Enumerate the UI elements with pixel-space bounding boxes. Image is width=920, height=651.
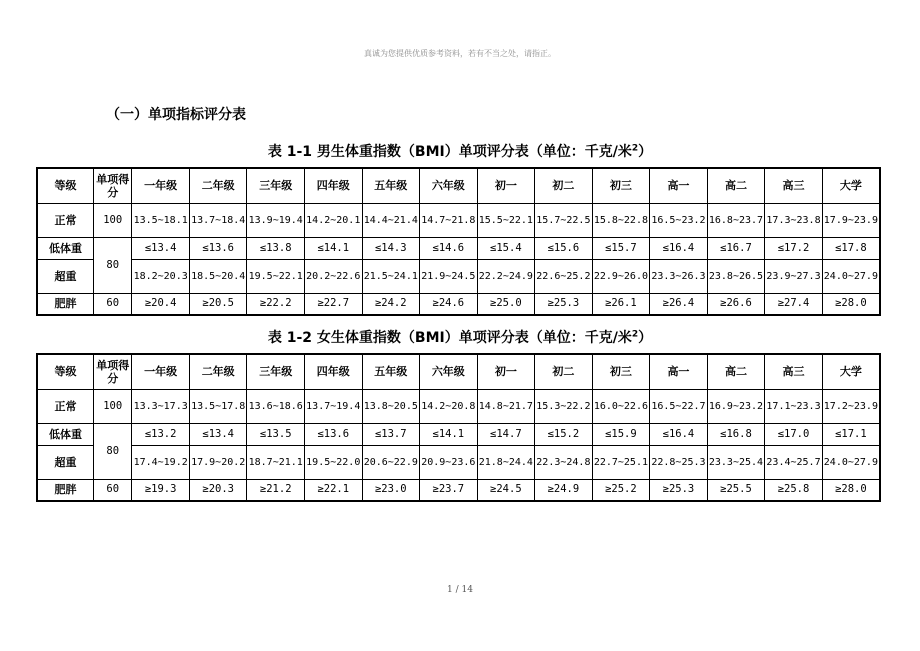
value-cell: 17.9~23.9: [822, 203, 880, 237]
value-cell: 15.3~22.2: [535, 389, 593, 423]
value-cell: ≤15.7: [592, 237, 650, 259]
table-title-text: 表 1-1 男生体重指数（BMI）单项评分表（单位：千克/米: [267, 144, 632, 160]
value-cell: 21.5~24.1: [362, 259, 420, 293]
value-cell: 13.7~19.4: [304, 389, 362, 423]
table-row-normal: [37, 389, 880, 423]
value-cell: ≥24.2: [362, 293, 420, 315]
value-cell: 14.8~21.7: [477, 389, 535, 423]
value-cell: ≥28.0: [822, 479, 880, 501]
value-cell: ≥22.1: [304, 479, 362, 501]
table-header-row: [37, 168, 880, 203]
page-number: 1 / 14: [447, 585, 473, 595]
value-cell: 18.5~20.4: [189, 259, 247, 293]
table-title-close: ）: [638, 144, 653, 160]
score-obese: 60: [94, 293, 132, 315]
value-cell: ≤15.6: [535, 237, 593, 259]
value-cell: ≤16.7: [707, 237, 765, 259]
table-title-text: 表 1-2 女生体重指数（BMI）单项评分表（单位：千克/米: [267, 330, 632, 346]
value-cell: ≤14.6: [420, 237, 478, 259]
header-level: 四年级: [304, 354, 362, 389]
header-level: 初二: [535, 168, 593, 203]
value-cell: 23.9~27.3: [765, 259, 823, 293]
value-cell: ≥26.6: [707, 293, 765, 315]
header-level: 一年级: [132, 354, 190, 389]
header-level: 高一: [650, 354, 708, 389]
value-cell: 23.3~25.4: [707, 445, 765, 479]
header-level: 三年级: [247, 168, 305, 203]
value-cell: ≤14.7: [477, 423, 535, 445]
score-normal: 100: [94, 203, 132, 237]
value-cell: 18.7~21.1: [247, 445, 305, 479]
header-level: 五年级: [362, 168, 420, 203]
value-cell: ≤15.2: [535, 423, 593, 445]
table-row-obese: [37, 479, 880, 501]
value-cell: ≤13.8: [247, 237, 305, 259]
header-level: 六年级: [420, 354, 478, 389]
value-cell: ≤13.6: [304, 423, 362, 445]
value-cell: ≥25.3: [535, 293, 593, 315]
table-row-low: [37, 237, 880, 259]
value-cell: ≥25.0: [477, 293, 535, 315]
value-cell: ≥22.7: [304, 293, 362, 315]
table-row-low: [37, 423, 880, 445]
header-level: 六年级: [420, 168, 478, 203]
value-cell: 22.8~25.3: [650, 445, 708, 479]
value-cell: ≥20.4: [132, 293, 190, 315]
table-row-obese: [37, 293, 880, 315]
row-label-obese: 肥胖: [37, 293, 94, 315]
header-level: 二年级: [189, 354, 247, 389]
table-title-male: [0, 141, 920, 161]
value-cell: ≤13.6: [189, 237, 247, 259]
header-level: 二年级: [189, 168, 247, 203]
value-cell: 21.8~24.4: [477, 445, 535, 479]
header-level: 高二: [707, 354, 765, 389]
value-cell: ≥25.8: [765, 479, 823, 501]
value-cell: ≥20.5: [189, 293, 247, 315]
value-cell: ≥25.2: [592, 479, 650, 501]
header-level: 五年级: [362, 354, 420, 389]
value-cell: ≤15.4: [477, 237, 535, 259]
value-cell: ≤17.8: [822, 237, 880, 259]
value-cell: 14.2~20.8: [420, 389, 478, 423]
header-level: 初一: [477, 168, 535, 203]
header-level: 初三: [592, 354, 650, 389]
value-cell: ≥26.4: [650, 293, 708, 315]
value-cell: 22.9~26.0: [592, 259, 650, 293]
value-cell: ≥26.1: [592, 293, 650, 315]
value-cell: ≥23.7: [420, 479, 478, 501]
table-title-close: ）: [638, 330, 653, 346]
value-cell: 20.6~22.9: [362, 445, 420, 479]
table-header-row: [37, 354, 880, 389]
header-note: 真诚为您提供优质参考资料，若有不当之处，请指正。: [364, 49, 556, 58]
value-cell: 13.3~17.3: [132, 389, 190, 423]
table-row-over: [37, 259, 880, 293]
header-level: 高一: [650, 168, 708, 203]
value-cell: ≥28.0: [822, 293, 880, 315]
value-cell: 15.7~22.5: [535, 203, 593, 237]
value-cell: 19.5~22.1: [247, 259, 305, 293]
value-cell: 14.7~21.8: [420, 203, 478, 237]
header-grade: 等级: [37, 354, 94, 389]
value-cell: 17.2~23.9: [822, 389, 880, 423]
value-cell: ≥22.2: [247, 293, 305, 315]
value-cell: 13.7~18.4: [189, 203, 247, 237]
value-cell: ≥27.4: [765, 293, 823, 315]
value-cell: ≤13.4: [189, 423, 247, 445]
header-level: 初一: [477, 354, 535, 389]
value-cell: 23.4~25.7: [765, 445, 823, 479]
value-cell: 15.5~22.1: [477, 203, 535, 237]
row-label-low: 低体重: [37, 423, 94, 445]
header-level: 大学: [822, 354, 880, 389]
value-cell: ≤16.4: [650, 423, 708, 445]
header-level: 四年级: [304, 168, 362, 203]
value-cell: 24.0~27.9: [822, 259, 880, 293]
value-cell: 22.3~24.8: [535, 445, 593, 479]
row-label-normal: 正常: [37, 203, 94, 237]
header-level: 三年级: [247, 354, 305, 389]
section-title: （一）单项指标评分表: [106, 107, 246, 123]
table-title-superscript: 2: [631, 143, 639, 154]
value-cell: ≤13.5: [247, 423, 305, 445]
value-cell: ≤17.0: [765, 423, 823, 445]
value-cell: ≥20.3: [189, 479, 247, 501]
value-cell: ≥25.3: [650, 479, 708, 501]
table-row-normal: [37, 203, 880, 237]
header-level: 一年级: [132, 168, 190, 203]
value-cell: ≤16.4: [650, 237, 708, 259]
header-score: 单项得分: [94, 354, 132, 389]
value-cell: ≥21.2: [247, 479, 305, 501]
value-cell: 21.9~24.5: [420, 259, 478, 293]
value-cell: 17.4~19.2: [132, 445, 190, 479]
value-cell: 15.8~22.8: [592, 203, 650, 237]
value-cell: ≤13.7: [362, 423, 420, 445]
value-cell: ≤13.2: [132, 423, 190, 445]
value-cell: 14.2~20.1: [304, 203, 362, 237]
value-cell: 13.9~19.4: [247, 203, 305, 237]
value-cell: 18.2~20.3: [132, 259, 190, 293]
value-cell: 16.5~22.7: [650, 389, 708, 423]
header-level: 初二: [535, 354, 593, 389]
score-shared: 80: [94, 237, 132, 293]
value-cell: ≤14.1: [420, 423, 478, 445]
value-cell: ≥24.6: [420, 293, 478, 315]
value-cell: 13.8~20.5: [362, 389, 420, 423]
score-normal: 100: [94, 389, 132, 423]
value-cell: ≥25.5: [707, 479, 765, 501]
value-cell: ≥24.9: [535, 479, 593, 501]
row-label-over: 超重: [37, 259, 94, 293]
header-level: 高二: [707, 168, 765, 203]
value-cell: ≥24.5: [477, 479, 535, 501]
header-grade: 等级: [37, 168, 94, 203]
value-cell: 13.5~17.8: [189, 389, 247, 423]
value-cell: 13.6~18.6: [247, 389, 305, 423]
value-cell: 22.2~24.9: [477, 259, 535, 293]
header-level: 高三: [765, 354, 823, 389]
value-cell: ≤14.3: [362, 237, 420, 259]
header-score: 单项得分: [94, 168, 132, 203]
header-level: 大学: [822, 168, 880, 203]
value-cell: 22.6~25.2: [535, 259, 593, 293]
value-cell: ≤13.4: [132, 237, 190, 259]
value-cell: 13.5~18.1: [132, 203, 190, 237]
value-cell: 23.8~26.5: [707, 259, 765, 293]
value-cell: 20.9~23.6: [420, 445, 478, 479]
value-cell: 17.9~20.2: [189, 445, 247, 479]
value-cell: 22.7~25.1: [592, 445, 650, 479]
score-obese: 60: [94, 479, 132, 501]
row-label-normal: 正常: [37, 389, 94, 423]
value-cell: ≤15.9: [592, 423, 650, 445]
value-cell: 17.3~23.8: [765, 203, 823, 237]
value-cell: 14.4~21.4: [362, 203, 420, 237]
bmi-table-female: [36, 353, 881, 502]
value-cell: 16.8~23.7: [707, 203, 765, 237]
value-cell: ≥19.3: [132, 479, 190, 501]
value-cell: 23.3~26.3: [650, 259, 708, 293]
value-cell: 16.0~22.6: [592, 389, 650, 423]
bmi-table-male: [36, 167, 881, 316]
table-row-over: [37, 445, 880, 479]
value-cell: 20.2~22.6: [304, 259, 362, 293]
value-cell: 17.1~23.3: [765, 389, 823, 423]
value-cell: 19.5~22.0: [304, 445, 362, 479]
value-cell: 16.5~23.2: [650, 203, 708, 237]
header-level: 初三: [592, 168, 650, 203]
score-shared: 80: [94, 423, 132, 479]
value-cell: ≤17.2: [765, 237, 823, 259]
value-cell: ≤14.1: [304, 237, 362, 259]
table-title-superscript: 2: [631, 329, 639, 340]
row-label-low: 低体重: [37, 237, 94, 259]
value-cell: 16.9~23.2: [707, 389, 765, 423]
value-cell: ≤16.8: [707, 423, 765, 445]
row-label-obese: 肥胖: [37, 479, 94, 501]
value-cell: ≤17.1: [822, 423, 880, 445]
table-title-female: [0, 327, 920, 347]
row-label-over: 超重: [37, 445, 94, 479]
value-cell: 24.0~27.9: [822, 445, 880, 479]
header-level: 高三: [765, 168, 823, 203]
value-cell: ≥23.0: [362, 479, 420, 501]
